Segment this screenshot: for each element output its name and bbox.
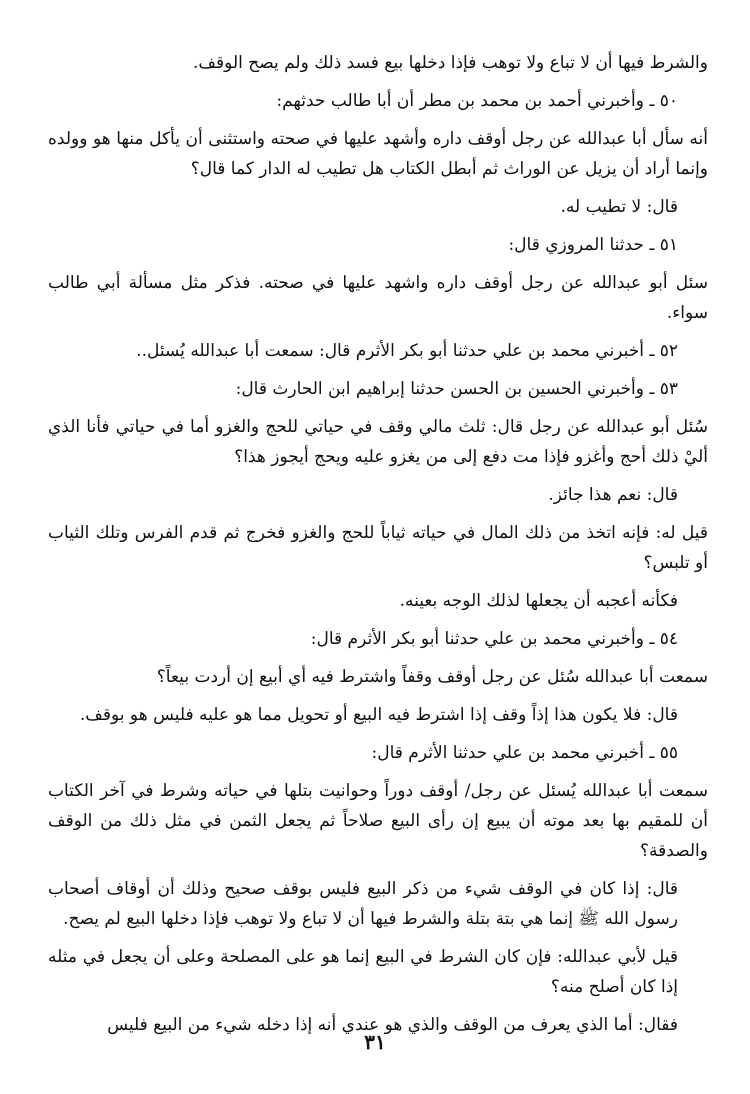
paragraph: قال: نعم هذا جائز. <box>548 485 678 505</box>
paragraph: قال: لا تطيب له. <box>560 197 678 217</box>
paragraph: قال: إذا كان في الوقف شيء من ذكر البيع فليس بوقف صحيح وذلك أن أوقاف أصحاب رسول الله ﷺ إنما هي بتة بتلة والشرط فيها أن لا تباع ولا توهب فإذا دخلها البيع لم يصح. <box>48 879 678 929</box>
page-text <box>48 48 708 1048</box>
paragraph: ٥٢ ـ أخبرني محمد بن علي حدثنا أبو بكر الأثرم قال: سمعت أبا عبدالله يُسئل.. <box>136 341 678 361</box>
paragraph: سمعت أبا عبدالله يُسئل عن رجل/ أوقف دوراً وحوانيت بتلها في حياته وشرط في آخر الكتاب أن للمقيم بها بعد موته أن يبيع إن رأى البيع صلاحاً ثم يجعل الثمن في مثل ذلك من الوقف والصدقة؟ <box>48 781 708 861</box>
paragraph: قيل لأبي عبدالله: فإن كان الشرط في البيع إنما هو على المصلحة وعلى أن يجعل في مثله إذا كان أصلح منه؟ <box>48 947 678 997</box>
paragraph: ٥١ ـ حدثنا المروزي قال: <box>508 235 678 255</box>
paragraph: ٥٣ ـ وأخبرني الحسين بن الحسن حدثنا إبراهيم ابن الحارث قال: <box>235 379 678 399</box>
paragraph: أنه سأل أبا عبدالله عن رجل أوقف داره وأشهد عليها في صحته واستثنى أن يأكل منها هو وولده وإنما أراد أن يزيل عن الوراث ثم أبطل الكتاب هل تطيب له الدار كما قال؟ <box>48 129 708 179</box>
paragraph: ٥٤ ـ وأخبرني محمد بن علي حدثنا أبو بكر الأثرم قال: <box>310 629 678 649</box>
paragraph: قيل له: فإنه اتخذ من ذلك المال في حياته ثياباً للحج والغزو فخرج ثم قدم الفرس وتلك الثياب أو تلبس؟ <box>48 523 708 573</box>
page-number: ٣١ <box>364 1030 386 1054</box>
paragraph: والشرط فيها أن لا تباع ولا توهب فإذا دخلها بيع فسد ذلك ولم يصح الوقف. <box>193 53 708 73</box>
paragraph: سئل أبو عبدالله عن رجل أوقف داره واشهد عليها في صحته. فذكر مثل مسألة أبي طالب سواء. <box>48 273 708 323</box>
paragraph: قال: فلا يكون هذا إذاً وقف إذا اشترط فيه البيع أو تحويل مما هو عليه فليس هو بوقف. <box>79 705 678 725</box>
paragraph: ٥٥ ـ أخبرني محمد بن علي حدثنا الأثرم قال: <box>371 743 678 763</box>
paragraph: فكأنه أعجبه أن يجعلها لذلك الوجه بعينه. <box>399 591 678 611</box>
paragraph: فقال: أما الذي يعرف من الوقف والذي هو عندي أنه إذا دخله شيء من البيع فليس <box>107 1015 678 1035</box>
paragraph: سُئل أبو عبدالله عن رجل قال: ثلث مالي وقف في حياتي للحج والغزو أما في حياتي فأنا الذي أليْ ذلك أحج وأغزو فإذا مت دفع إلى من يغزو عليه ويحج أيجوز هذا؟ <box>48 417 708 467</box>
paragraph: ٥٠ ـ وأخبرني أحمد بن محمد بن مطر أن أبا طالب حدثهم: <box>276 91 678 111</box>
paragraph: سمعت أبا عبدالله سُئل عن رجل أوقف وقفاً واشترط فيه أي أبيع إن أردت بيعاً؟ <box>156 667 708 687</box>
